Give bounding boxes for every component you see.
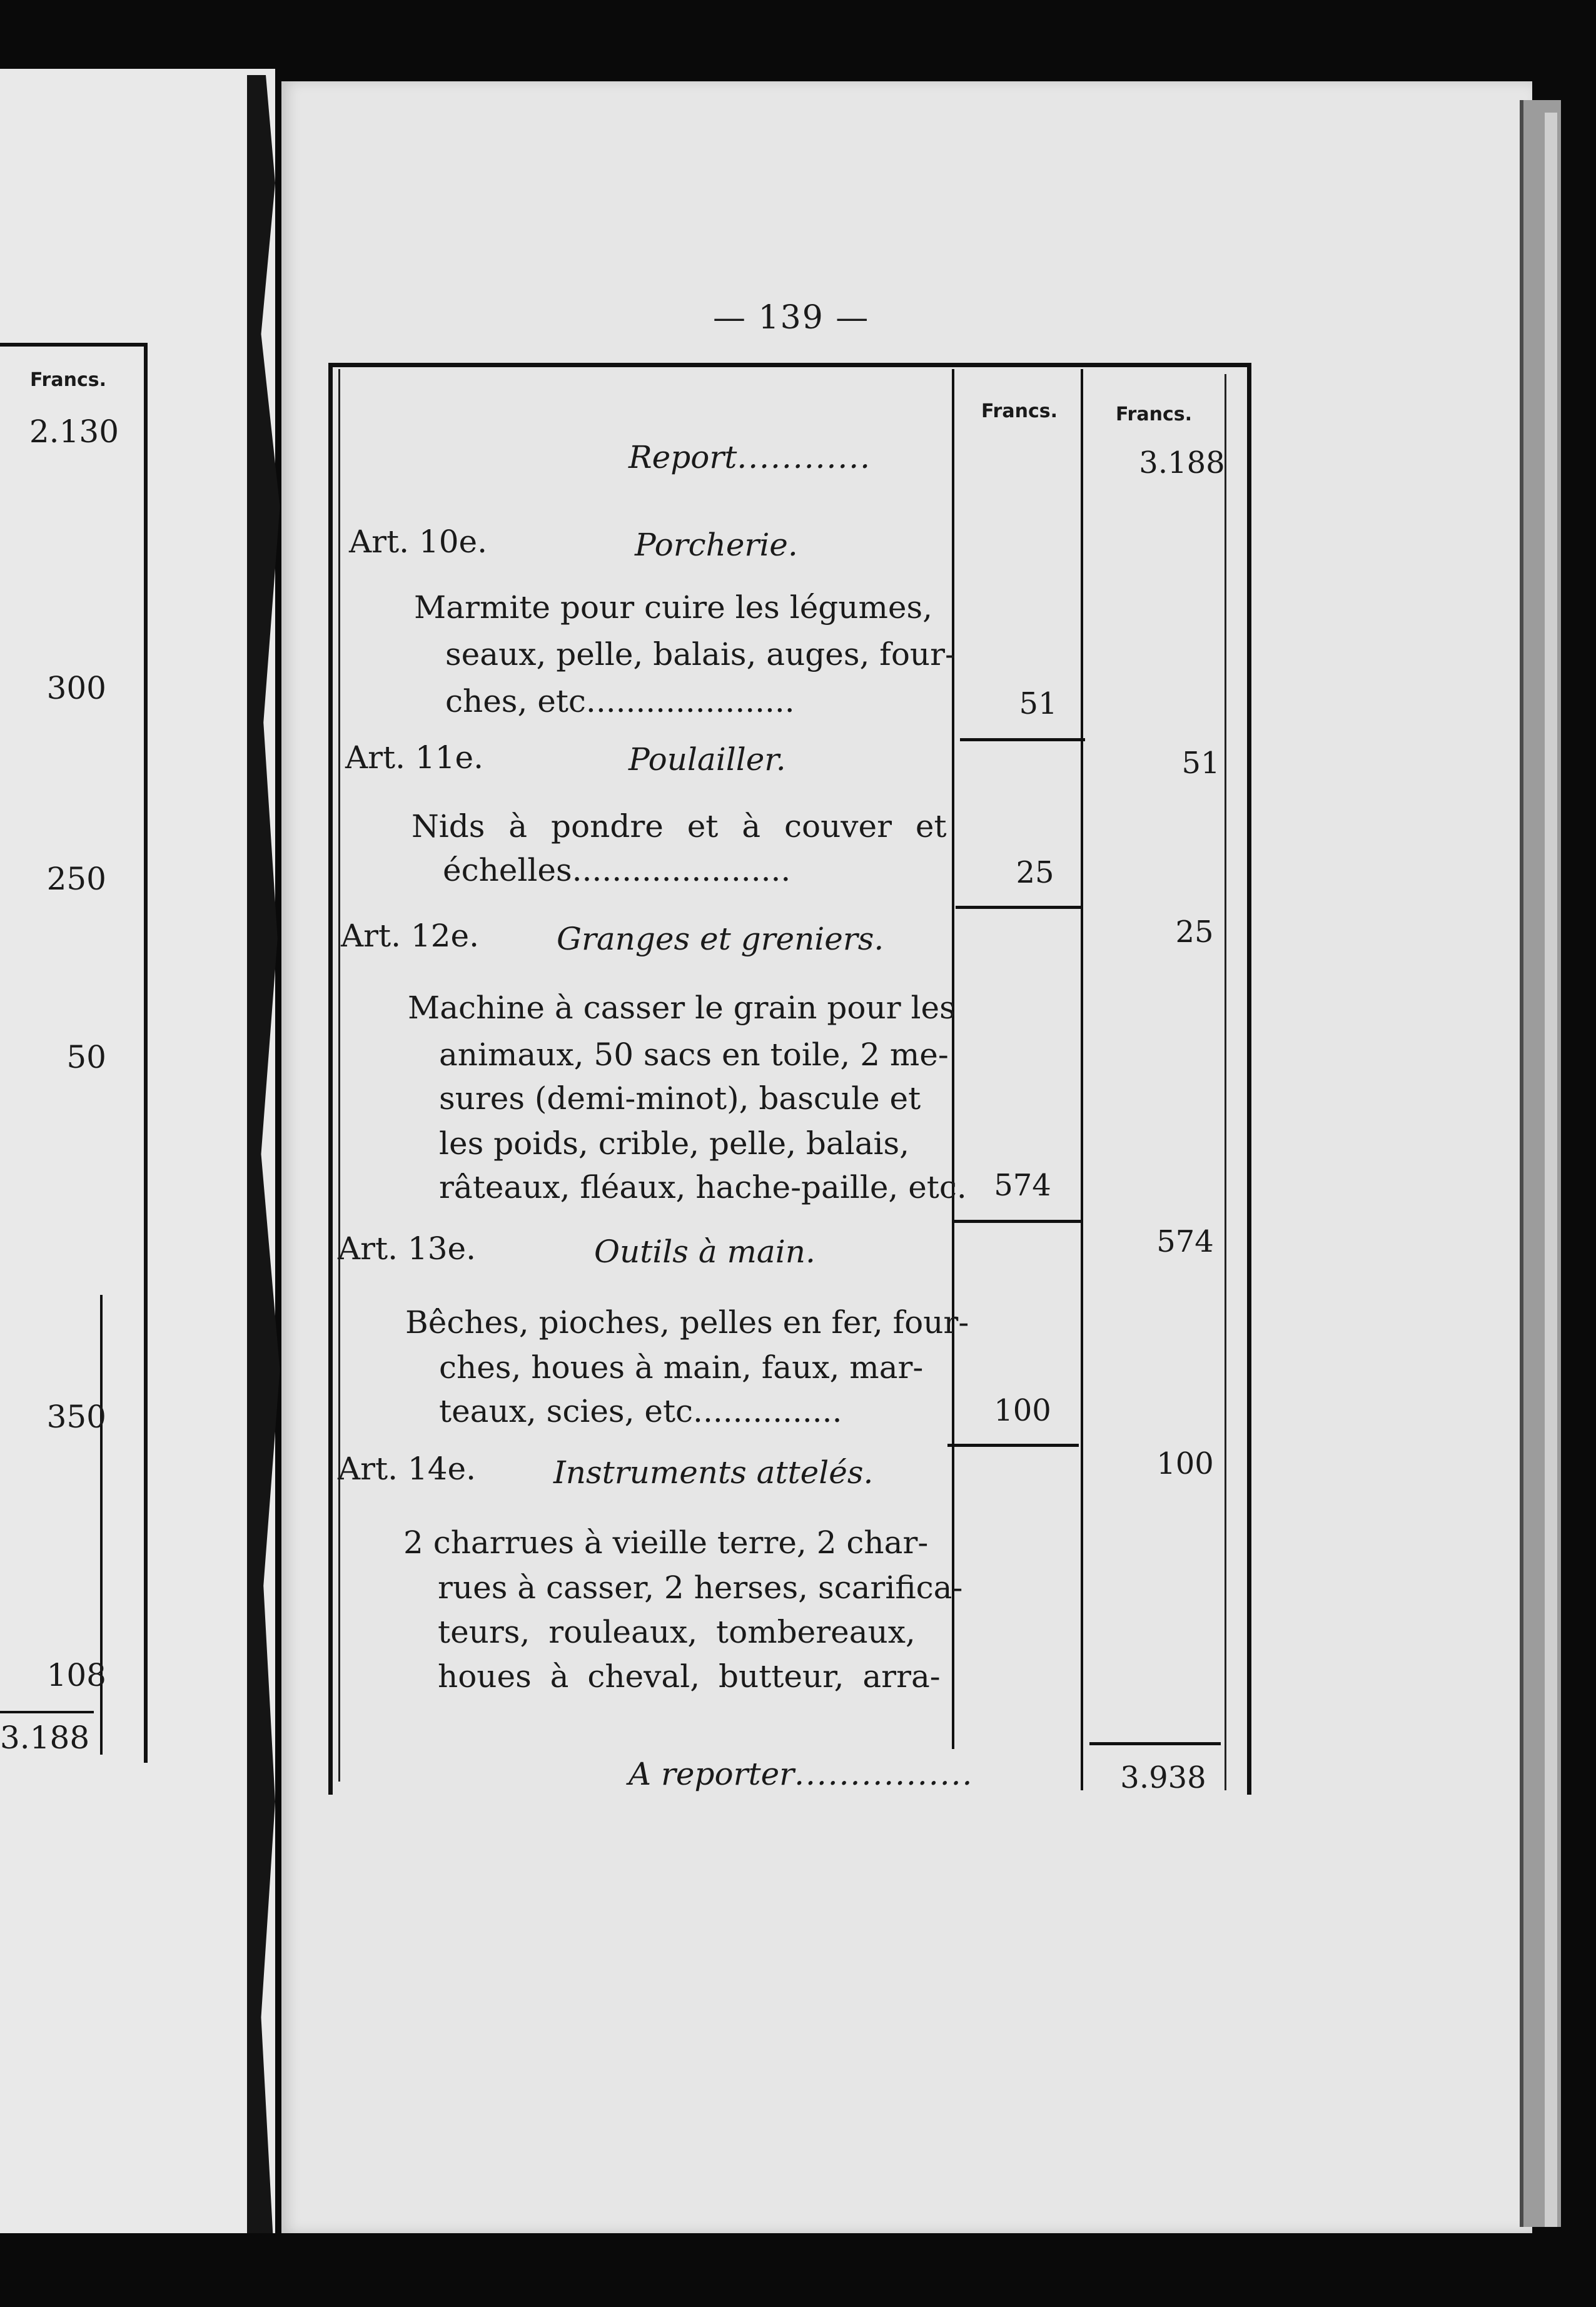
left-value: 2.130 xyxy=(29,413,119,450)
article-line: Nids à pondre et à couver et xyxy=(412,808,947,844)
to-carry-total: 3.938 xyxy=(1120,1760,1206,1795)
article-title: Instruments attelés. xyxy=(553,1454,874,1491)
article-line: sures (demi-minot), bascule et xyxy=(439,1080,921,1117)
article-title: Granges et greniers. xyxy=(557,921,884,957)
report-label: Report............ xyxy=(629,439,872,475)
left-value: 250 xyxy=(46,861,106,897)
page-number: — 139 — xyxy=(713,299,870,337)
subtotal-rule xyxy=(960,738,1085,741)
article-line: animaux, 50 sacs en toile, 2 me- xyxy=(439,1037,949,1073)
carried-amount: 51 xyxy=(1181,746,1220,781)
subtotal-rule xyxy=(952,1220,1082,1223)
article-line: rues à casser, 2 herses, scarifica- xyxy=(438,1569,963,1606)
carried-amount: 574 xyxy=(1156,1224,1214,1259)
to-carry-label: A reporter................ xyxy=(629,1756,974,1792)
article-title: Poulailler. xyxy=(629,741,786,778)
article-line: 2 charrues à vieille terre, 2 char- xyxy=(403,1524,929,1561)
subtotal-rule xyxy=(947,1444,1079,1447)
article-amount: 574 xyxy=(994,1168,1051,1203)
article-amount: 100 xyxy=(994,1393,1051,1428)
carried-amount: 25 xyxy=(1175,915,1214,950)
article-line: ches, houes à main, faux, mar- xyxy=(439,1349,924,1386)
article-number: Art. 10e. xyxy=(349,524,487,560)
left-value: 300 xyxy=(46,670,106,706)
report-total: 3.188 xyxy=(1139,445,1225,480)
column-rule-1 xyxy=(952,369,954,1749)
left-total: 3.188 xyxy=(0,1720,90,1756)
article-title: Outils à main. xyxy=(594,1234,816,1270)
article-number: Art. 14e. xyxy=(338,1451,476,1487)
article-title: Porcherie. xyxy=(635,527,798,563)
article-line: houes à cheval, butteur, arra- xyxy=(438,1658,941,1695)
article-number: Art. 13e. xyxy=(338,1230,476,1267)
article-line: les poids, crible, pelle, balais, xyxy=(439,1125,910,1162)
article-line: Machine à casser le grain pour les xyxy=(408,990,956,1026)
left-value: 350 xyxy=(46,1399,106,1435)
column-header-2: Francs. xyxy=(1115,403,1192,425)
article-line: râteaux, fléaux, hache-paille, etc. xyxy=(439,1169,967,1205)
article-line: Bêches, pioches, pelles en fer, four- xyxy=(405,1304,969,1341)
article-line: Marmite pour cuire les légumes, xyxy=(414,589,933,626)
page-edge-highlight xyxy=(1545,113,1557,2227)
table-frame-inner-left xyxy=(338,369,340,1782)
article-line: seaux, pelle, balais, auges, four- xyxy=(445,636,956,672)
column-header-1: Francs. xyxy=(981,400,1058,422)
article-line: teaux, scies, etc............... xyxy=(439,1393,842,1429)
left-value: 50 xyxy=(66,1039,106,1075)
article-line: teurs, rouleaux, tombereaux, xyxy=(438,1614,916,1650)
left-column-header: Francs. xyxy=(29,369,106,391)
article-amount: 51 xyxy=(1019,686,1058,721)
subtotal-rule xyxy=(956,906,1081,909)
left-table-top-rule xyxy=(0,343,148,347)
article-number: Art. 12e. xyxy=(341,918,479,954)
left-table-sum-rule xyxy=(0,1711,94,1713)
article-line: échelles...................... xyxy=(443,852,791,888)
left-value: 108 xyxy=(46,1657,106,1693)
article-number: Art. 11e. xyxy=(345,739,483,776)
carried-amount: 100 xyxy=(1156,1446,1214,1481)
table-frame-inner-right xyxy=(1225,374,1226,1790)
article-line: ches, etc..................... xyxy=(445,683,795,719)
left-page xyxy=(0,69,275,2233)
article-amount: 25 xyxy=(1016,855,1054,890)
column-rule-2 xyxy=(1081,369,1083,1790)
left-table-right-rule xyxy=(144,343,148,1763)
total-rule xyxy=(1089,1742,1221,1745)
